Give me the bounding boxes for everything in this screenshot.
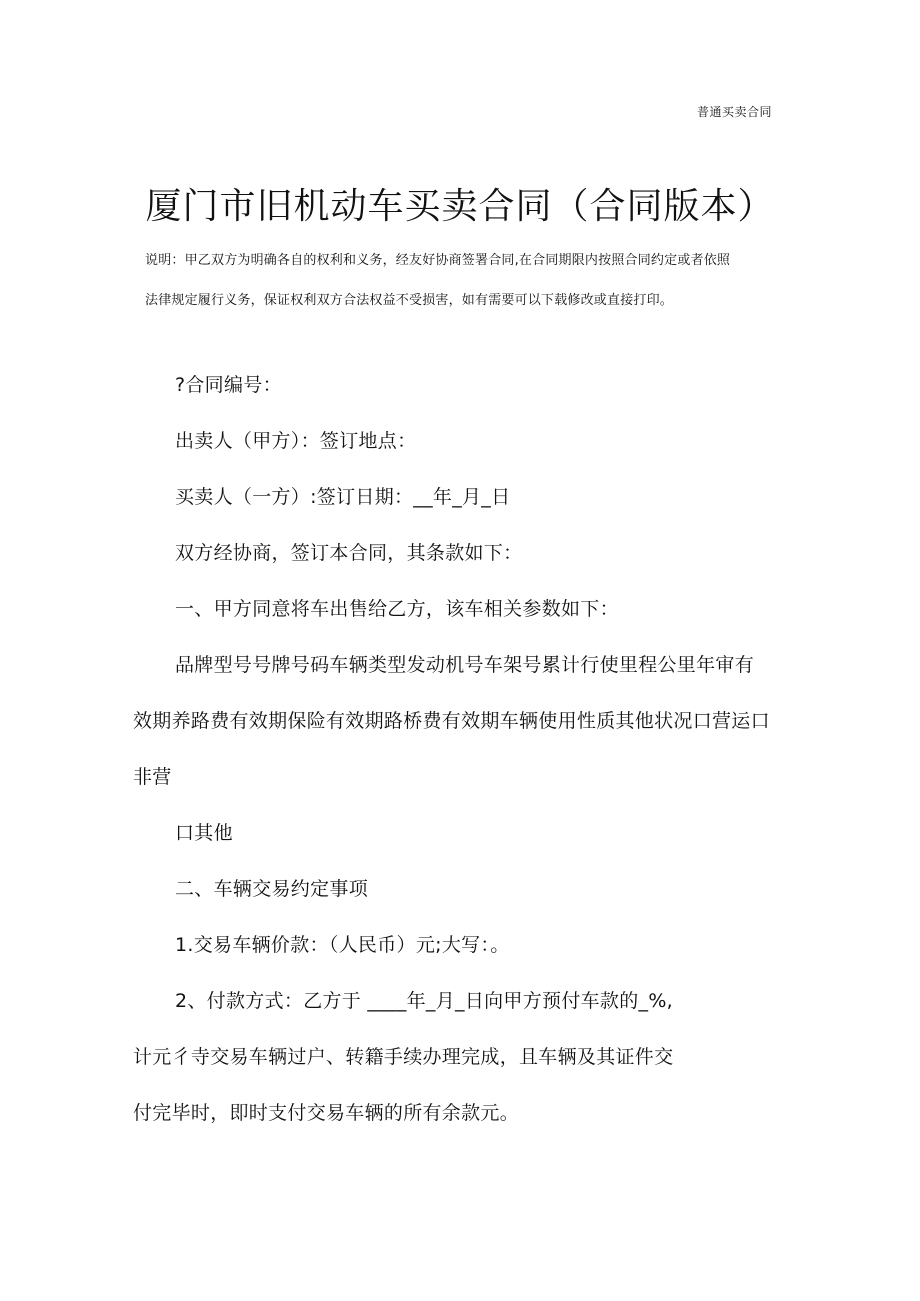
vehicle-params-line-4: 口其他 — [175, 822, 233, 844]
vehicle-params-line-3: 非营 — [133, 766, 172, 788]
clause-2-item-1: 1.交易车辆价款：（人民币）元;大写：。 — [175, 934, 510, 956]
note-line-2: 法律规定履行义务，保证权利双方合法权益不受损害，如有需要可以下载修改或直接打印。 — [145, 293, 674, 308]
buyer-line: 买卖人（一方）:签订日期：__年_月_日 — [175, 486, 511, 508]
clause-2-heading: 二、车辆交易约定事项 — [175, 878, 369, 900]
contract-number-line: ?合同编号： — [175, 374, 282, 396]
document-title: 厦门市旧机动车买卖合同（合同版本） — [145, 186, 775, 227]
clause-2-item-2: 2、付款方式：乙方于 ____年_月_日向甲方预付车款的_%, — [175, 990, 674, 1012]
vehicle-params-line-1: 品牌型号号牌号码车辆类型发动机号车架号累计行使里程公里年审有 — [175, 654, 755, 676]
header-label: 普通买卖合同 — [697, 105, 773, 119]
note-line-1: 说明：甲乙双方为明确各自的权利和义务，经友好协商签署合同,在合同期限内按照合同约定或者依照 — [145, 253, 731, 268]
vehicle-params-line-2: 效期养路费有效期保险有效期路桥费有效期车辆使用性质其他状况口营运口 — [133, 710, 770, 732]
clause-2-item-2-continued-2: 付完毕时，即时支付交易车辆的所有余款元。 — [133, 1102, 520, 1124]
intro-line: 双方经协商，签订本合同，其条款如下： — [175, 542, 523, 564]
seller-line: 出卖人（甲方）：签订地点： — [175, 430, 417, 452]
clause-1-heading: 一、甲方同意将车出售给乙方，该车相关参数如下： — [175, 598, 619, 620]
clause-2-item-2-continued-1: 计元彳寺交易车辆过户、转籍手续办理完成，且车辆及其证件交 — [133, 1046, 674, 1068]
